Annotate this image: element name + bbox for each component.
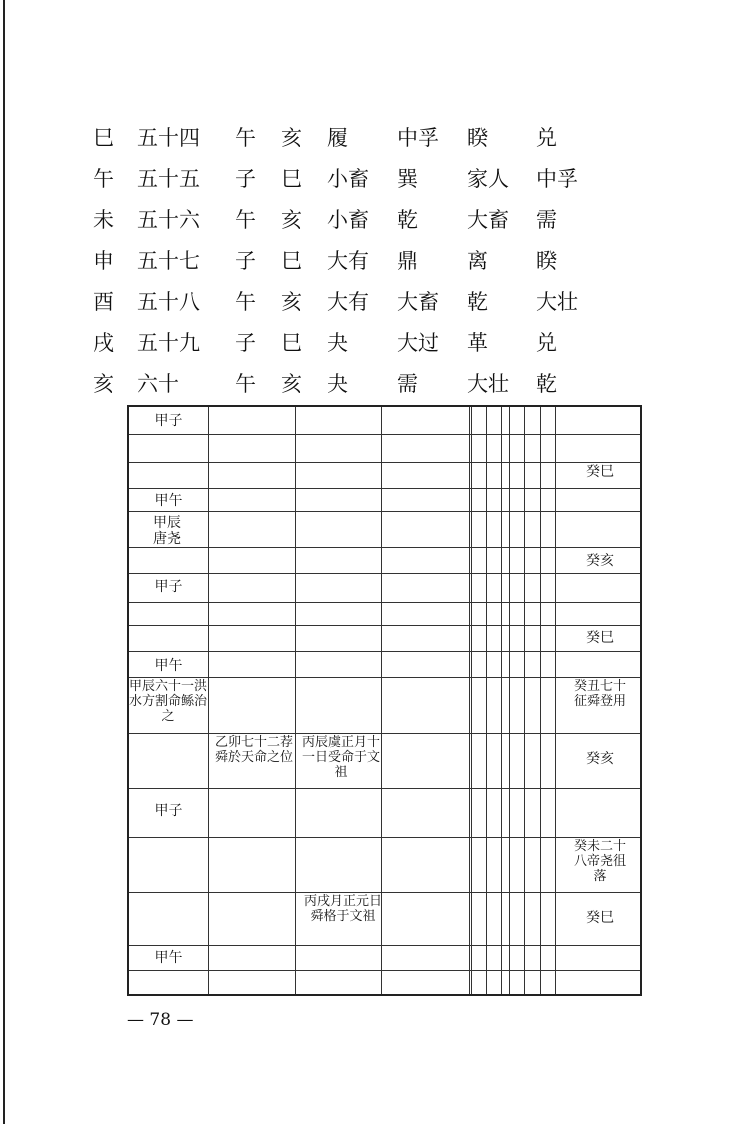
hexagram-cell: 五十八: [137, 290, 200, 314]
hexagram-cell: 亥: [281, 126, 302, 150]
hexagram-cell: 五十七: [137, 249, 200, 273]
hexagram-cell: 夬: [327, 372, 348, 396]
cell-guisi-3: 癸巳: [586, 910, 614, 926]
cell-jiachen-flood: 甲辰六十一洪水方割命鲧治之: [128, 679, 207, 724]
hexagram-row: [93, 118, 613, 159]
hexagram-cell: 大壮: [467, 372, 509, 396]
hexagram-cell: 五十五: [137, 167, 200, 191]
hexagram-cell: 革: [467, 331, 488, 355]
cell-guisi-2: 癸巳: [586, 630, 614, 646]
hexagram-cell: 申: [93, 249, 114, 273]
cell-guiwei: 癸未二十八帝尧徂落: [573, 839, 626, 884]
page-edge-rule: [3, 0, 5, 1124]
hexagram-cell: 午: [235, 290, 256, 314]
hexagram-cell: 中孚: [536, 167, 578, 191]
hexagram-row: [93, 159, 613, 200]
hexagram-cell: 亥: [281, 290, 302, 314]
hexagram-cell: 睽: [536, 249, 557, 273]
hexagram-cell: 六十: [137, 372, 179, 396]
hexagram-cell: 兑: [536, 331, 557, 355]
hexagram-cell: 需: [536, 208, 557, 232]
hexagram-cell: 午: [235, 126, 256, 150]
hexagram-cell: 夬: [327, 331, 348, 355]
hexagram-cell: 子: [235, 331, 256, 355]
hexagram-cell: 五十六: [137, 208, 200, 232]
hexagram-cell: 乾: [467, 290, 488, 314]
hexagram-cell: 小畜: [327, 208, 369, 232]
hexagram-row: [93, 241, 613, 282]
hexagram-cell: 未: [93, 208, 114, 232]
hexagram-cell: 巳: [281, 167, 302, 191]
hexagram-cell: 亥: [281, 208, 302, 232]
cell-jiawu-2: 甲午: [154, 658, 183, 674]
hexagram-cell: 子: [235, 167, 256, 191]
hexagram-cell: 酉: [93, 290, 114, 314]
hexagram-cell: 大过: [397, 331, 439, 355]
cell-jiazi-2: 甲子: [154, 579, 183, 595]
hexagram-cell: 睽: [467, 126, 488, 150]
hexagram-cell: 需: [397, 372, 418, 396]
hexagram-cell: 离: [467, 249, 488, 273]
hexagram-cell: 大有: [327, 249, 369, 273]
cell-guisi-1: 癸巳: [586, 464, 614, 480]
cell-jiachen-tangyao: 甲辰唐尧: [153, 515, 181, 547]
hexagram-cell: 大壮: [536, 290, 578, 314]
hexagram-cell: 小畜: [327, 167, 369, 191]
hexagram-cell: 乾: [536, 372, 557, 396]
hexagram-cell: 午: [235, 372, 256, 396]
hexagram-cell: 午: [93, 167, 114, 191]
hexagram-cell: 兑: [536, 126, 557, 150]
hexagram-list: [93, 118, 613, 405]
hexagram-cell: 戌: [93, 331, 114, 355]
hexagram-cell: 家人: [467, 167, 509, 191]
cell-guichou: 癸丑七十征舜登用: [573, 679, 626, 709]
hexagram-cell: 五十四: [137, 126, 200, 150]
cell-guihai-2: 癸亥: [586, 751, 614, 767]
chronology-grid: [127, 405, 642, 996]
hexagram-row: [93, 323, 613, 364]
cell-bingxu: 丙戌月正元日舜格于文祖: [303, 894, 382, 924]
hexagram-cell: 大畜: [397, 290, 439, 314]
hexagram-cell: 巳: [93, 126, 114, 150]
hexagram-cell: 大有: [327, 290, 369, 314]
hexagram-cell: 五十九: [137, 331, 200, 355]
hexagram-cell: 履: [327, 126, 348, 150]
hexagram-cell: 午: [235, 208, 256, 232]
cell-guihai-1: 癸亥: [586, 553, 614, 569]
hexagram-cell: 乾: [397, 208, 418, 232]
cell-jiazi-3: 甲子: [154, 803, 183, 819]
cell-jiawu-3: 甲午: [154, 950, 183, 966]
hexagram-row: [93, 282, 613, 323]
hexagram-cell: 亥: [281, 372, 302, 396]
hexagram-cell: 巳: [281, 331, 302, 355]
hexagram-cell: 中孚: [397, 126, 439, 150]
cell-bingchen: 丙辰虞正月十一日受命于文祖: [301, 735, 380, 780]
page-number: — 78 —: [127, 1010, 194, 1030]
hexagram-row: [93, 200, 613, 241]
hexagram-cell: 鼎: [397, 249, 418, 273]
hexagram-cell: 子: [235, 249, 256, 273]
hexagram-row: [93, 364, 613, 405]
cell-jiazi-1: 甲子: [154, 413, 183, 429]
cell-yimao: 乙卯七十二荐舜於天命之位: [214, 735, 293, 765]
cell-jiawu-1: 甲午: [154, 493, 183, 509]
hexagram-cell: 亥: [93, 372, 114, 396]
hexagram-cell: 巽: [397, 167, 418, 191]
hexagram-cell: 大畜: [467, 208, 509, 232]
hexagram-cell: 巳: [281, 249, 302, 273]
